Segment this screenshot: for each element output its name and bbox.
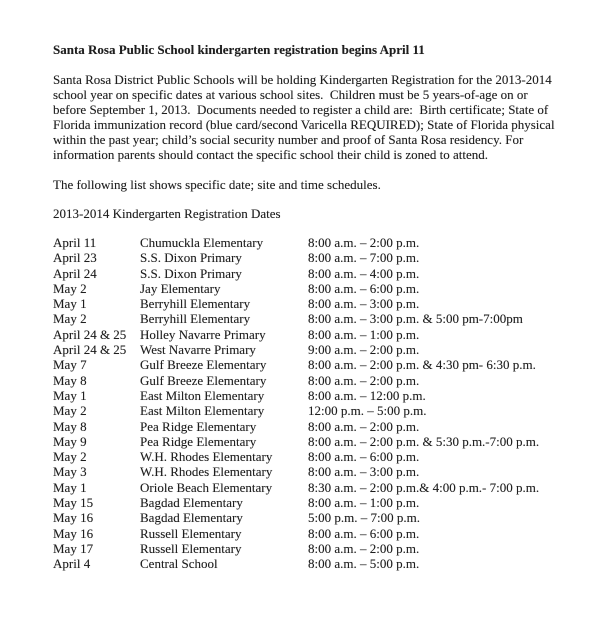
- site-cell: Holley Navarre Primary: [140, 326, 266, 342]
- schedule-row: [53, 464, 570, 479]
- date-cell: May 9: [53, 433, 87, 449]
- site-cell: Russell Elementary: [140, 540, 242, 556]
- intro-paragraph: [53, 72, 570, 162]
- schedule-row: [53, 266, 570, 281]
- intro-line: information parents should contact the specific school their child is zoned to attend.: [53, 147, 489, 162]
- time-cell: 8:00 a.m. – 3:00 p.m. & 5:00 pm-7:00pm: [308, 311, 523, 327]
- intro-line: school year on specific dates at various school sites. Children must be 5 years-of-age on or: [53, 87, 528, 102]
- intro-line: before September 1, 2013. Documents needed to register a child are: Birth certificate; State of: [53, 102, 549, 117]
- site-cell: Bagdad Elementary: [140, 510, 243, 526]
- list-note: The following list shows specific date; site and time schedules.: [53, 177, 381, 192]
- time-cell: 5:00 p.m. – 7:00 p.m.: [308, 510, 420, 526]
- date-cell: April 24: [53, 265, 97, 281]
- site-cell: Chumuckla Elementary: [140, 235, 264, 250]
- time-cell: 8:00 a.m. – 2:00 p.m. & 5:30 p.m.-7:00 p.m.: [308, 433, 540, 449]
- time-cell: 8:00 a.m. – 6:00 p.m.: [308, 449, 420, 465]
- time-cell: 8:30 a.m. – 2:00 p.m.& 4:00 p.m.- 7:00 p.m.: [308, 479, 540, 495]
- site-cell: W.H. Rhodes Elementary: [140, 464, 273, 480]
- schedule-row: [53, 541, 570, 556]
- date-cell: May 16: [53, 510, 94, 526]
- time-cell: 8:00 a.m. – 2:00 p.m.: [308, 540, 420, 556]
- site-cell: East Milton Elementary: [140, 387, 265, 403]
- date-cell: May 2: [53, 403, 87, 419]
- schedule-row: [53, 235, 570, 250]
- site-cell: Bagdad Elementary: [140, 495, 243, 511]
- schedule-row: [53, 495, 570, 510]
- date-cell: April 4: [53, 556, 91, 572]
- schedule-row: [53, 480, 570, 495]
- date-cell: May 1: [53, 479, 87, 495]
- time-cell: 8:00 a.m. – 6:00 p.m.: [308, 280, 420, 296]
- date-cell: May 7: [53, 357, 87, 373]
- site-cell: S.S. Dixon Primary: [140, 250, 242, 266]
- time-cell: 9:00 a.m. – 2:00 p.m.: [308, 342, 420, 358]
- intro-line: within the past year; child’s social security number and proof of Santa Rosa residency. For: [53, 132, 524, 147]
- time-cell: 8:00 a.m. – 4:00 p.m.: [308, 265, 420, 281]
- schedule-row: [53, 403, 570, 418]
- site-cell: Pea Ridge Elementary: [140, 418, 257, 434]
- time-cell: 12:00 p.m. – 5:00 p.m.: [308, 403, 427, 419]
- time-cell: 8:00 a.m. – 3:00 p.m.: [308, 296, 420, 312]
- date-cell: May 16: [53, 525, 94, 541]
- schedule-row: [53, 311, 570, 326]
- date-cell: May 8: [53, 418, 87, 434]
- site-cell: W.H. Rhodes Elementary: [140, 449, 273, 465]
- time-cell: 8:00 a.m. – 2:00 p.m. & 4:30 pm- 6:30 p.m.: [308, 357, 536, 373]
- schedule-row: [53, 449, 570, 464]
- schedule-row: [53, 357, 570, 372]
- time-cell: 8:00 a.m. – 12:00 p.m.: [308, 387, 426, 403]
- date-cell: April 24 & 25: [53, 326, 127, 342]
- site-cell: Jay Elementary: [140, 280, 221, 296]
- site-cell: Gulf Breeze Elementary: [140, 357, 267, 373]
- date-cell: April 24 & 25: [53, 342, 127, 358]
- schedule-row: [53, 327, 570, 342]
- schedule-row: [53, 250, 570, 265]
- page-title: Santa Rosa Public School kindergarten registration begins April 11: [53, 42, 425, 57]
- time-cell: 8:00 a.m. – 1:00 p.m.: [308, 326, 420, 342]
- schedule-row: [53, 526, 570, 541]
- schedule-row: [53, 434, 570, 449]
- schedule-row: [53, 556, 570, 571]
- site-cell: Oriole Beach Elementary: [140, 479, 273, 495]
- date-cell: May 8: [53, 372, 87, 388]
- date-cell: May 3: [53, 464, 87, 480]
- time-cell: 8:00 a.m. – 1:00 p.m.: [308, 495, 420, 511]
- schedule-row: [53, 296, 570, 311]
- schedule-row: [53, 388, 570, 403]
- date-cell: May 15: [53, 495, 94, 511]
- schedule-row: [53, 510, 570, 525]
- time-cell: 8:00 a.m. – 6:00 p.m.: [308, 525, 420, 541]
- intro-line: Santa Rosa District Public Schools will be holding Kindergarten Registration for the 2013-2014: [53, 72, 552, 87]
- time-cell: 8:00 a.m. – 7:00 p.m.: [308, 250, 420, 266]
- time-cell: 8:00 a.m. – 2:00 p.m.: [308, 372, 420, 388]
- site-cell: Berryhill Elementary: [140, 296, 251, 312]
- site-cell: Russell Elementary: [140, 525, 242, 541]
- time-cell: 8:00 a.m. – 2:00 p.m.: [308, 418, 420, 434]
- time-cell: 8:00 a.m. – 5:00 p.m.: [308, 556, 420, 572]
- intro-line: Florida immunization record (blue card/second Varicella REQUIRED); State of Florida physical: [53, 117, 555, 132]
- date-cell: May 2: [53, 311, 87, 327]
- schedule-row: [53, 373, 570, 388]
- schedule-row: [53, 419, 570, 434]
- date-cell: May 1: [53, 387, 87, 403]
- date-cell: May 2: [53, 280, 87, 296]
- site-cell: West Navarre Primary: [140, 342, 256, 358]
- date-cell: May 17: [53, 540, 94, 556]
- time-cell: 8:00 a.m. – 3:00 p.m.: [308, 464, 420, 480]
- site-cell: East Milton Elementary: [140, 403, 265, 419]
- date-cell: April 11: [53, 235, 97, 250]
- date-cell: May 1: [53, 296, 87, 312]
- site-cell: Central School: [140, 556, 218, 572]
- time-cell: 8:00 a.m. – 2:00 p.m.: [308, 235, 420, 250]
- schedule-row: [53, 342, 570, 357]
- schedule-heading: 2013-2014 Kindergarten Registration Dates: [53, 206, 281, 221]
- site-cell: Berryhill Elementary: [140, 311, 251, 327]
- site-cell: Gulf Breeze Elementary: [140, 372, 267, 388]
- schedule-table: [53, 235, 570, 572]
- site-cell: S.S. Dixon Primary: [140, 265, 242, 281]
- date-cell: April 23: [53, 250, 97, 266]
- site-cell: Pea Ridge Elementary: [140, 433, 257, 449]
- date-cell: May 2: [53, 449, 87, 465]
- schedule-row: [53, 281, 570, 296]
